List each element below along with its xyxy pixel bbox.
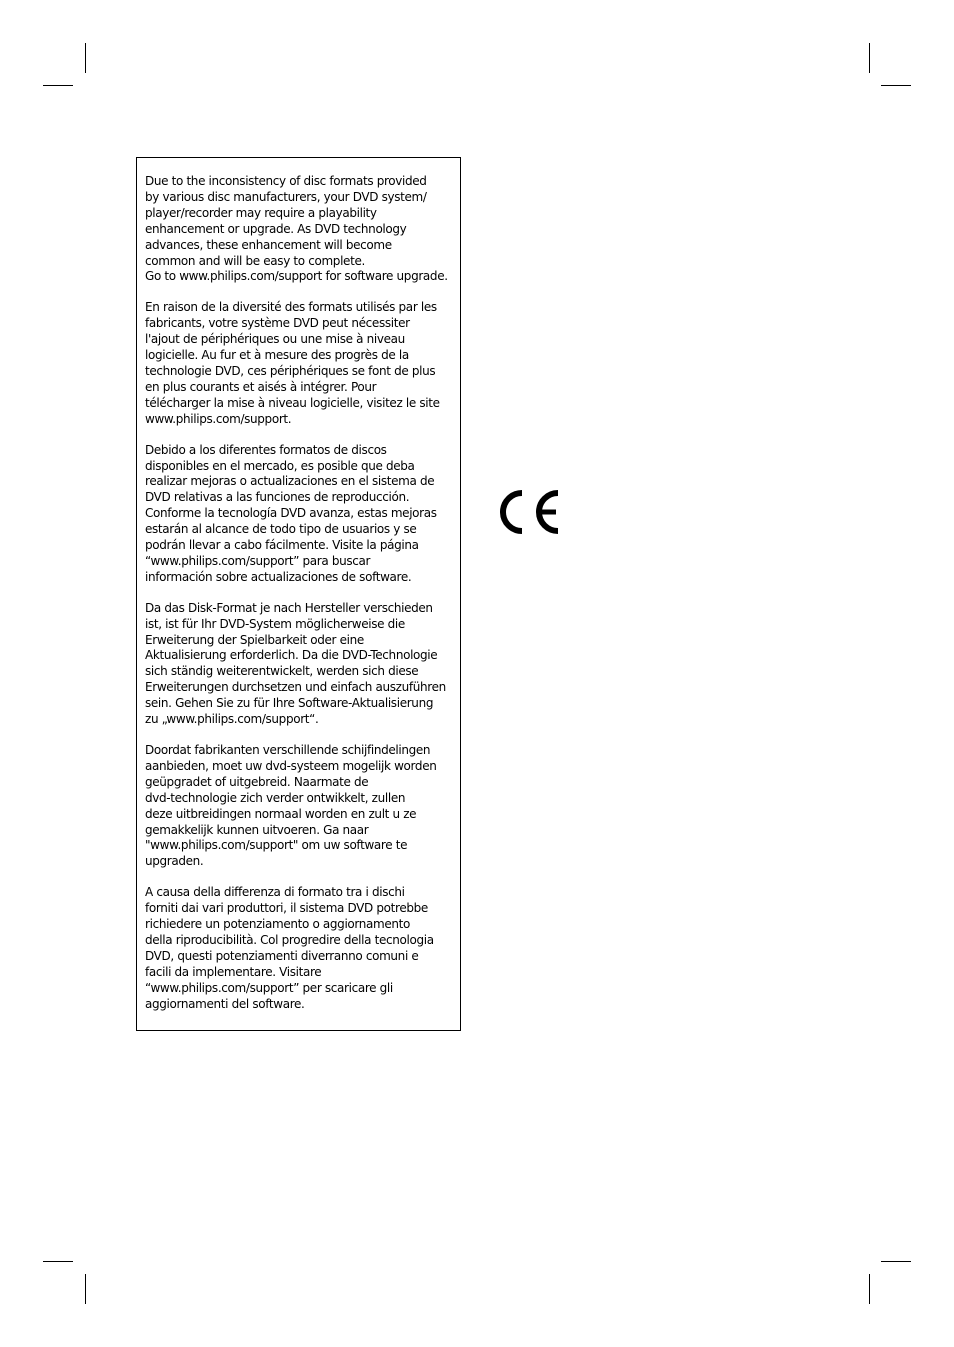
notice-line: información sobre actualizaciones de software. (145, 569, 412, 584)
ce-marking-icon (500, 489, 562, 535)
notice-line: Due to the inconsistency of disc formats provided (145, 174, 427, 188)
notice-line: dvd-technologie zich verder ontwikkelt, zullen (145, 790, 406, 805)
notice-line: aggiornamenti del software. (145, 996, 305, 1011)
notice-line: zu „www.philips.com/support“. (145, 712, 319, 727)
upgrade-notice-box (136, 157, 461, 1031)
crop-mark-bottom-left-vertical (85, 1274, 86, 1304)
notice-line: podrán llevar a cabo fácilmente. Visite la página (145, 538, 419, 553)
notice-paragraph-italian (145, 885, 460, 1012)
notice-line: deze uitbreidingen normaal worden en zult u ze (145, 806, 417, 821)
notice-line: ist, ist für Ihr DVD-System möglicherweise die (145, 616, 405, 631)
notice-line: realizar mejoras o actualizaciones en el sistema de (145, 474, 435, 489)
notice-line: DVD, questi potenziamenti diverranno comuni e (145, 948, 419, 963)
notice-line: upgraden. (145, 854, 204, 869)
notice-line: Conforme la tecnología DVD avanza, estas mejoras (145, 506, 437, 521)
crop-mark-top-right-vertical (869, 43, 870, 73)
notice-line: l'ajout de périphériques ou une mise à niveau (145, 332, 405, 347)
notice-line: Go to www.philips.com/support for software upgrade. (145, 269, 448, 284)
notice-paragraph-dutch (145, 743, 460, 870)
notice-line: geüpgradet of uitgebreid. Naarmate de (145, 774, 369, 789)
notice-line: richiedere un potenziamento o aggiornamento (145, 917, 411, 932)
notice-line: “www.philips.com/support” para buscar (145, 553, 371, 568)
notice-line: facili da implementare. Visitare (145, 964, 322, 979)
notice-line: A causa della differenza di formato tra i dischi (145, 885, 405, 900)
crop-mark-bottom-left-horizontal (43, 1261, 73, 1262)
notice-line: player/recorder may require a playability (145, 205, 377, 220)
notice-line: En raison de la diversité des formats utilisés par les (145, 300, 437, 315)
notice-line: Da das Disk-Format je nach Hersteller verschieden (145, 600, 433, 615)
notice-line: sich ständig weiterentwickelt, werden sich diese (145, 664, 419, 679)
notice-line: gemakkelijk kunnen uitvoeren. Ga naar (145, 822, 369, 837)
notice-line: Doordat fabrikanten verschillende schijfindelingen (145, 743, 431, 757)
notice-line: fabricants, votre système DVD peut nécessiter (145, 316, 410, 331)
notice-line: by various disc manufacturers, your DVD system/ (145, 189, 427, 204)
crop-mark-bottom-right-horizontal (881, 1261, 911, 1262)
notice-line: enhancement or upgrade. As DVD technology (145, 221, 407, 236)
notice-line: aanbieden, moet uw dvd-systeem mogelijk worden (145, 758, 437, 773)
notice-line: common and will be easy to complete. (145, 253, 365, 268)
crop-mark-top-left-horizontal (43, 85, 73, 86)
notice-line: della riproducibilità. Col progredire della tecnologia (145, 932, 434, 947)
notice-line: Debido a los diferentes formatos de discos (145, 442, 387, 457)
notice-line: technologie DVD, ces périphériques se font de plus (145, 363, 436, 378)
notice-paragraph-french (145, 300, 460, 427)
crop-mark-top-left-vertical (85, 43, 86, 73)
notice-paragraph-english (145, 174, 460, 285)
notice-line: Erweiterung der Spielbarkeit oder eine (145, 632, 364, 647)
notice-paragraph-spanish (145, 443, 460, 586)
notice-line: advances, these enhancement will become (145, 237, 392, 252)
crop-mark-top-right-horizontal (881, 85, 911, 86)
notice-line: DVD relativas a las funciones de reproducción. (145, 490, 410, 505)
notice-line: sein. Gehen Sie zu für Ihre Software-Aktualisierung (145, 696, 434, 711)
notice-line: "www.philips.com/support" om uw software te (145, 838, 408, 853)
notice-line: Erweiterungen durchsetzen und einfach auszuführen (145, 680, 446, 695)
notice-line: Aktualisierung erforderlich. Da die DVD-Technologie (145, 648, 438, 663)
notice-line: www.philips.com/support. (145, 411, 292, 426)
notice-line: forniti dai vari produttori, il sistema DVD potrebbe (145, 901, 428, 916)
notice-line: en plus courants et aisés à intégrer. Pour (145, 379, 377, 394)
crop-mark-bottom-right-vertical (869, 1274, 870, 1304)
notice-line: logicielle. Au fur et à mesure des progrès de la (145, 348, 409, 363)
notice-line: disponibles en el mercado, es posible que deba (145, 458, 415, 473)
notice-line: télécharger la mise à niveau logicielle, visitez le site (145, 395, 440, 410)
notice-paragraph-german (145, 601, 460, 728)
notice-line: “www.philips.com/support” per scaricare gli (145, 980, 393, 995)
notice-line: estarán al alcance de todo tipo de usuarios y se (145, 522, 417, 537)
